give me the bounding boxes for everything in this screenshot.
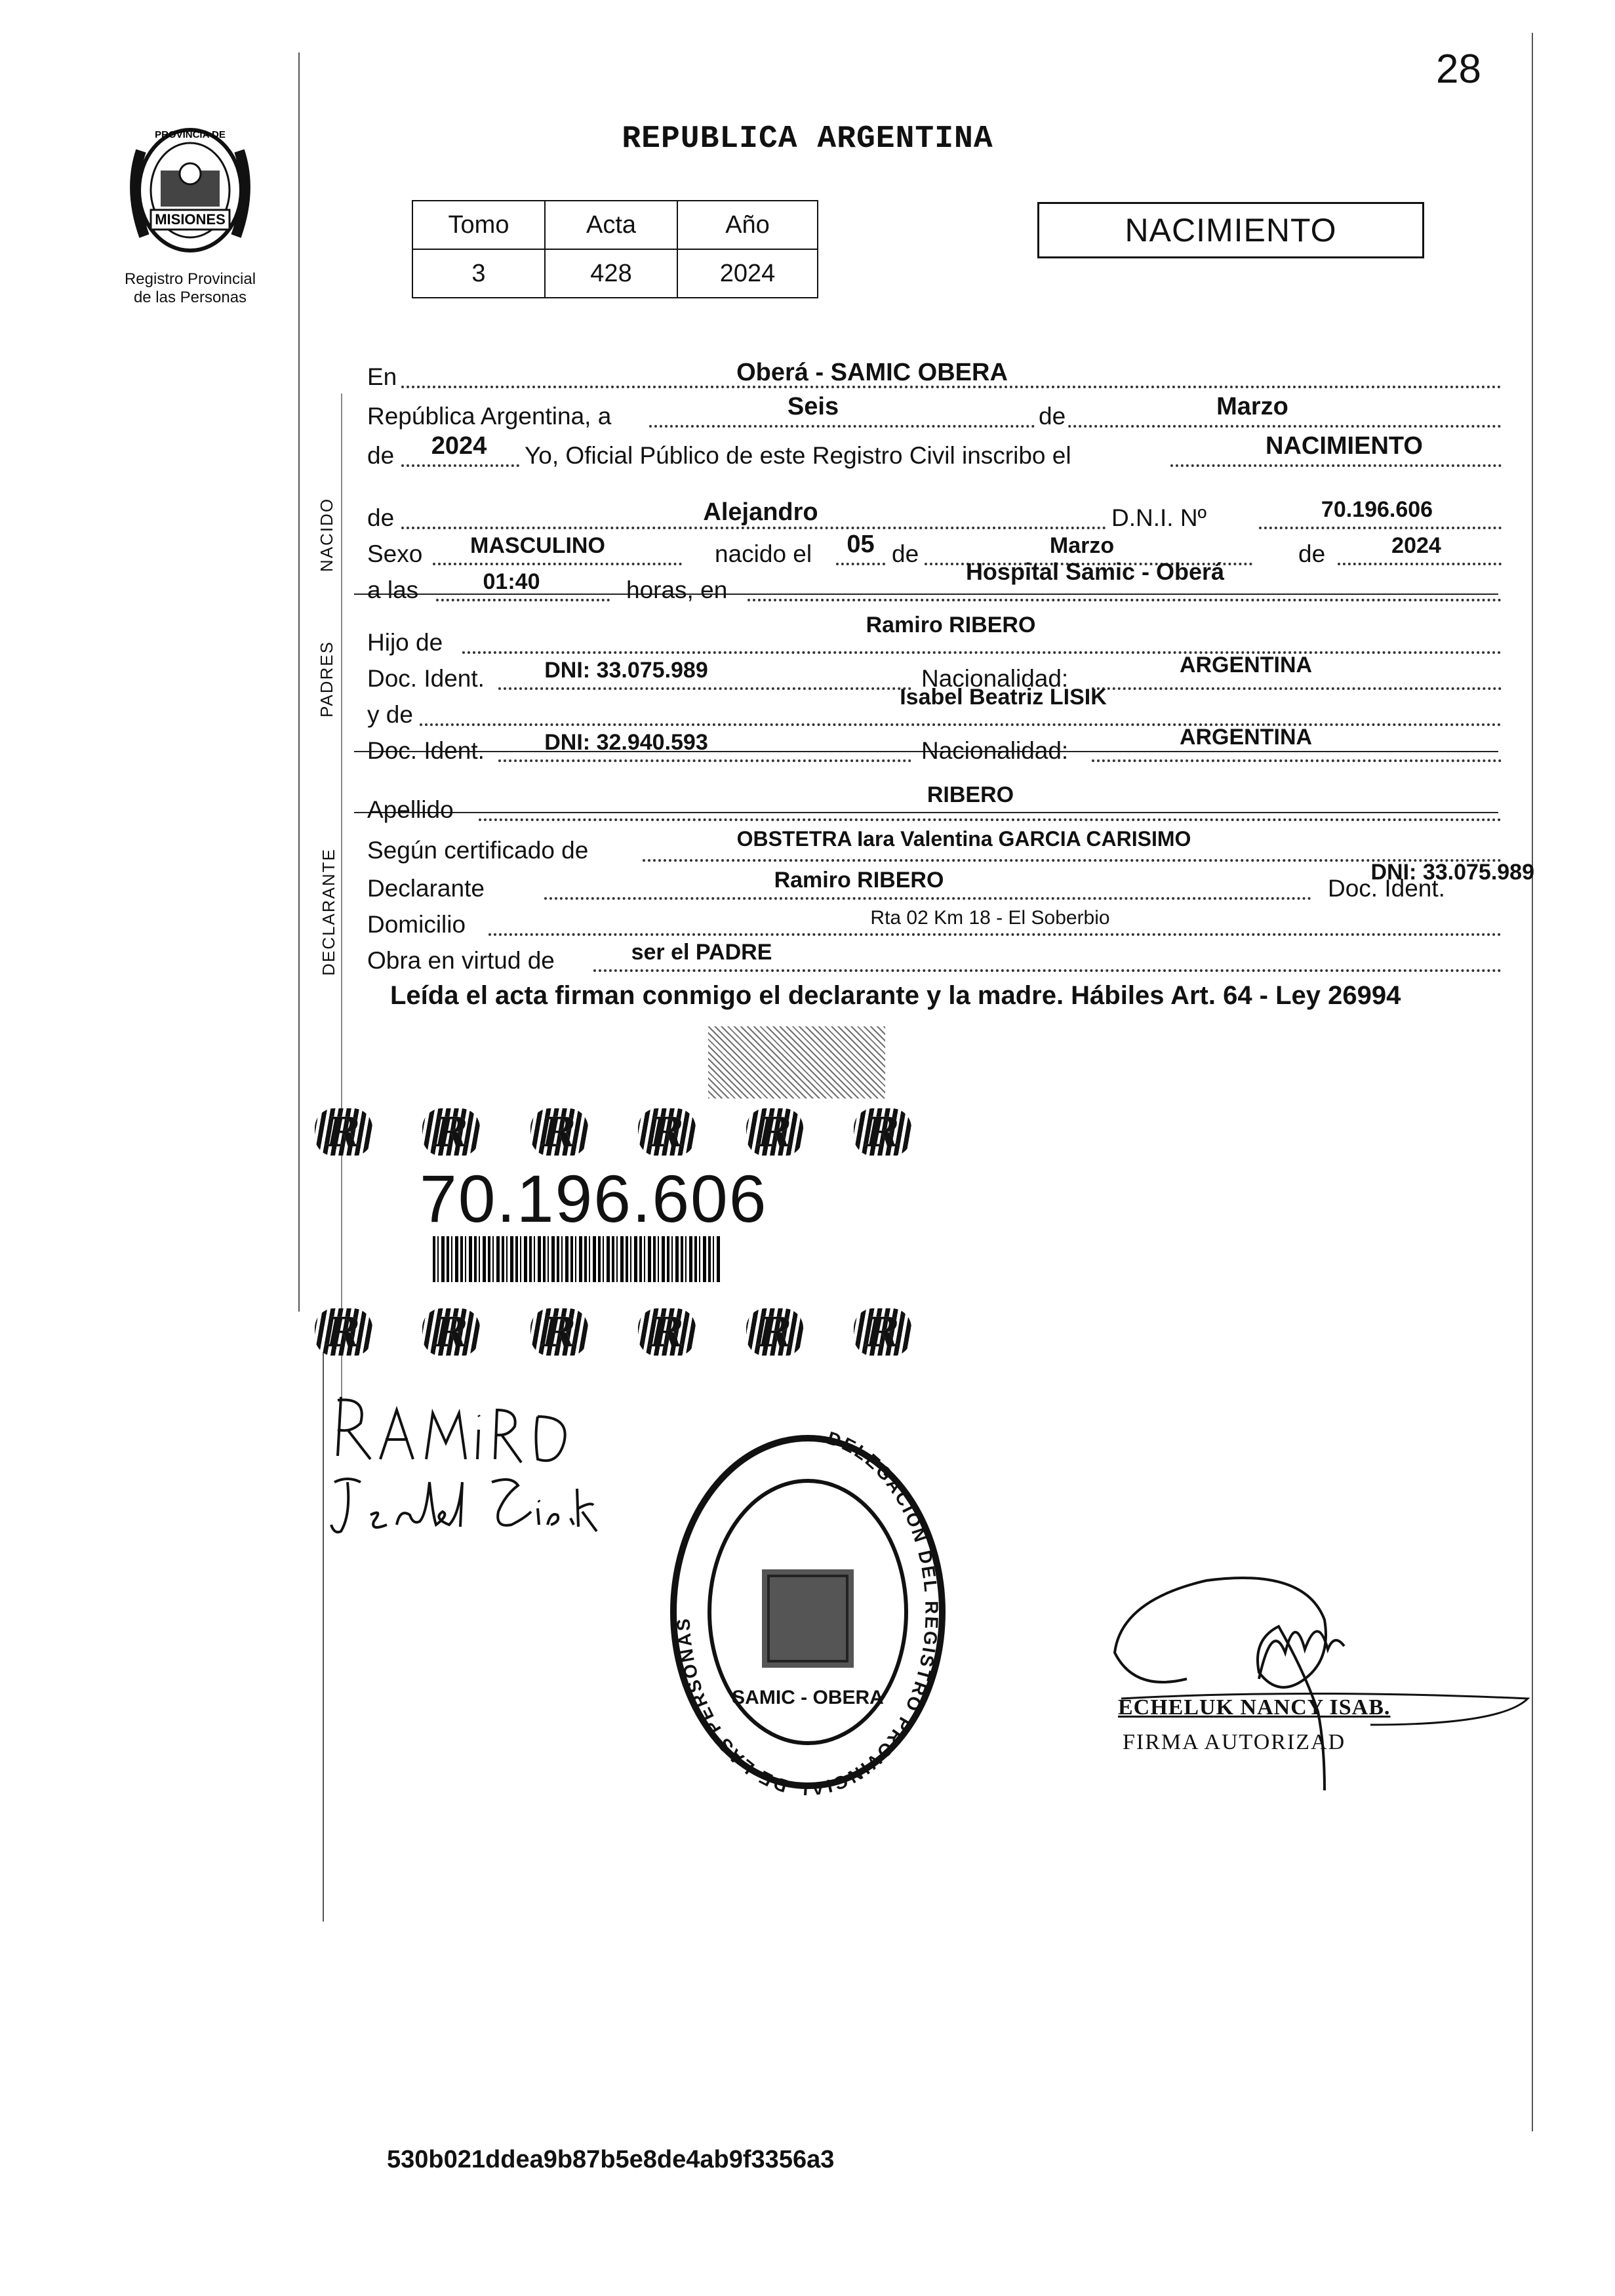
dotted-line <box>593 969 1502 972</box>
left-margin-rule <box>298 52 300 1312</box>
row-date-words <box>367 393 1502 432</box>
father-doc-value: DNI: 33.075.989 <box>544 658 708 683</box>
barcode-icon <box>433 1236 721 1282</box>
dotted-line <box>649 425 1502 428</box>
dni-label: D.N.I. Nº <box>1111 504 1207 531</box>
security-strip-bottom <box>315 1308 911 1356</box>
r-mark-icon: R <box>315 1108 372 1156</box>
birth-de-label: de <box>892 540 919 567</box>
dni-value: 70.196.606 <box>1321 497 1433 522</box>
father-nationality-label: Nacionalidad: <box>921 665 1069 692</box>
r-mark-icon: R <box>854 1308 911 1356</box>
dotted-line <box>1338 563 1502 565</box>
section-rule <box>341 393 342 1397</box>
document-title: REPUBLICA ARGENTINA <box>622 121 993 157</box>
declarant-label: Declarante <box>367 875 485 902</box>
official-title: FIRMA AUTORIZAD <box>1123 1730 1346 1754</box>
en-label: En <box>367 363 397 390</box>
year-prefix-label: de <box>367 442 395 469</box>
table-header-tomo: Tomo <box>412 201 545 249</box>
year-value: 2024 <box>431 432 487 460</box>
row-address <box>367 902 1502 940</box>
seal-outer-text: DELEGACIÓN DEL REGISTRO PROVINCIAL DE LAS PERSONAS <box>673 1427 942 1796</box>
officer-text: Yo, Oficial Público de este Registro Civil inscribo el <box>525 442 1071 469</box>
mother-nationality-value: ARGENTINA <box>1179 725 1313 750</box>
security-strip-top <box>315 1108 911 1156</box>
birth-year-label: de <box>1298 540 1326 567</box>
r-mark-icon: R <box>422 1108 480 1156</box>
time-value: 01:40 <box>483 569 540 594</box>
dotted-line <box>836 563 885 565</box>
table-value-ano: 2024 <box>677 249 818 298</box>
name-label: de <box>367 504 395 531</box>
dotted-line <box>544 897 1311 900</box>
dotted-line <box>436 599 610 601</box>
handwritten-signatures <box>321 1384 629 1548</box>
section-label-padres: PADRES <box>317 641 336 717</box>
logo-text-bottom: MISIONES <box>155 211 226 228</box>
act-type-value: NACIMIENTO <box>1266 432 1423 460</box>
month-word-value: Marzo <box>1216 393 1288 420</box>
place-value: Oberá - SAMIC OBERA <box>736 359 1008 386</box>
declarant-value: Ramiro RIBERO <box>774 868 944 893</box>
father-nationality-value: ARGENTINA <box>1179 653 1313 677</box>
record-type-box: NACIMIENTO <box>1037 202 1424 258</box>
address-label: Domicilio <box>367 911 466 938</box>
r-mark-icon: R <box>530 1308 588 1356</box>
table-value-tomo: 3 <box>412 249 545 298</box>
born-label: nacido el <box>715 540 812 567</box>
logo-caption-line2: de las Personas <box>133 289 247 306</box>
r-mark-icon: R <box>854 1108 911 1156</box>
official-name: ECHELUK NANCY ISAB. <box>1118 1695 1391 1720</box>
logo-caption-line1: Registro Provincial <box>124 270 256 288</box>
capacity-label: Obra en virtud de <box>367 947 555 974</box>
document-hash: 530b021ddea9b87b5e8de4ab9f3356a3 <box>387 2146 835 2173</box>
security-stamp-icon <box>708 1026 885 1098</box>
mother-doc-value: DNI: 32.940.593 <box>544 730 708 755</box>
seal-inner-text: SAMIC - OBERA <box>732 1687 884 1708</box>
mother-name-value: Isabel Beatriz LISIK <box>900 685 1107 710</box>
dotted-line <box>1170 464 1502 467</box>
dotted-line <box>748 599 1502 601</box>
surname-label: Apellido <box>367 796 454 823</box>
section-label-declarante: DECLARANTE <box>318 848 338 976</box>
dotted-line <box>401 464 519 467</box>
row-place <box>367 354 1502 392</box>
time-label: a las <box>367 576 419 603</box>
row-time-place <box>367 558 1502 605</box>
row-declarant <box>367 860 1534 904</box>
row-name <box>367 495 1502 533</box>
sex-label: Sexo <box>367 540 423 567</box>
section-label-nacido: NACIDO <box>317 497 337 573</box>
dotted-line <box>433 563 682 565</box>
surname-value: RIBERO <box>927 782 1014 807</box>
birth-place-value: Hospital Samic - Oberá <box>965 558 1225 585</box>
reference-table <box>412 200 818 298</box>
table-header-acta: Acta <box>545 201 677 249</box>
r-mark-icon: R <box>422 1308 480 1356</box>
r-mark-icon: R <box>638 1308 696 1356</box>
de-label: de <box>1036 403 1068 430</box>
father-name-value: Ramiro RIBERO <box>866 613 1036 637</box>
table-value-acta: 428 <box>545 249 677 298</box>
dotted-line <box>401 527 1106 529</box>
hours-label: horas, en <box>626 576 728 603</box>
certificate-label: Según certificado de <box>367 837 589 864</box>
r-mark-icon: R <box>530 1108 588 1156</box>
table-header-ano: Año <box>677 201 818 249</box>
certificate-value: OBSTETRA Iara Valentina GARCIA CARISIMO <box>736 827 1191 851</box>
birth-year-value: 2024 <box>1391 533 1441 558</box>
name-value: Alejandro <box>703 498 818 526</box>
logo-caption <box>82 270 298 307</box>
birth-month-value: Marzo <box>1049 533 1115 558</box>
row-capacity <box>367 938 1502 976</box>
father-label: Hijo de <box>367 629 443 656</box>
capacity-value: ser el PADRE <box>631 940 772 965</box>
dotted-line <box>1092 759 1502 762</box>
republica-label: República Argentina, a <box>367 403 612 430</box>
declarant-doc-value: DNI: 33.075.989 <box>1370 860 1534 885</box>
dotted-line <box>488 933 1502 936</box>
official-seal-icon <box>664 1415 952 1796</box>
logo-text-top: PROVINCIA DE <box>155 129 226 140</box>
address-value: Rta 02 Km 18 - El Soberbio <box>870 907 1110 929</box>
r-mark-icon: R <box>638 1108 696 1156</box>
r-mark-icon: R <box>315 1308 372 1356</box>
closing-note: Leída el acta firman conmigo el declarante y la madre. Hábiles Art. 64 - Ley 26994 <box>390 981 1401 1010</box>
mother-nationality-label: Nacionalidad: <box>921 737 1069 764</box>
r-mark-icon: R <box>746 1308 804 1356</box>
r-mark-icon: R <box>746 1108 804 1156</box>
declarant-doc-label: Doc. Ident. <box>1328 875 1445 902</box>
day-word-value: Seis <box>787 393 839 420</box>
dotted-line <box>498 759 911 762</box>
row-mother-doc <box>367 725 1502 766</box>
father-doc-label: Doc. Ident. <box>367 665 485 692</box>
barcode-number: 70.196.606 <box>420 1161 768 1236</box>
dotted-line <box>1259 527 1502 529</box>
row-surname <box>367 782 1502 825</box>
dotted-line <box>479 818 1502 821</box>
mother-doc-label: Doc. Ident. <box>367 737 485 764</box>
page-number: 28 <box>1436 47 1481 92</box>
sex-value: MASCULINO <box>470 533 605 558</box>
row-officer <box>367 433 1502 471</box>
mother-label: y de <box>367 701 413 728</box>
birth-day-value: 05 <box>847 531 875 558</box>
